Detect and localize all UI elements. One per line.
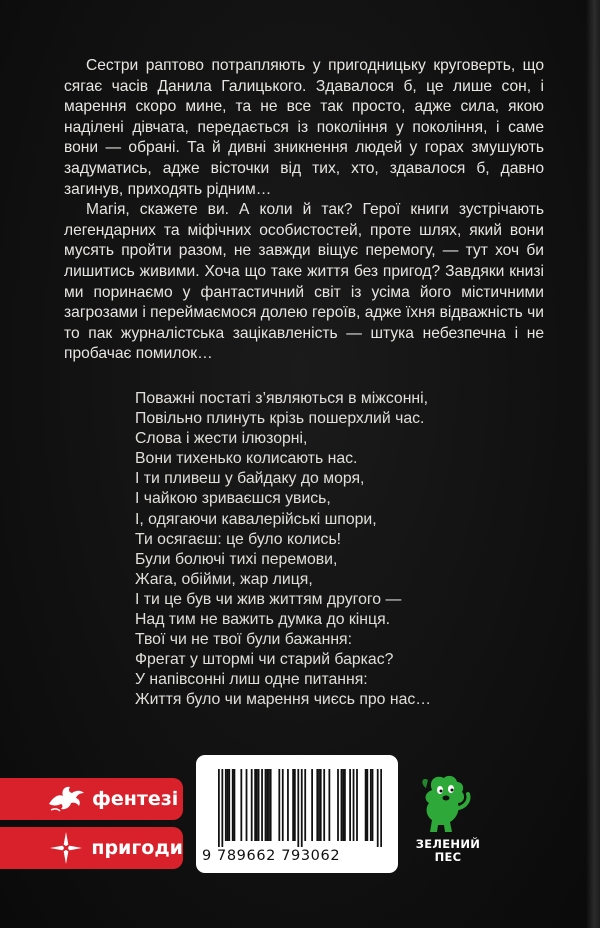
barcode-bar	[258, 769, 260, 841]
poem-line: Над тим не важить думка до кінця.	[135, 611, 391, 629]
barcode-bar	[380, 769, 382, 847]
barcode-bar	[349, 769, 351, 841]
poem-line: Ти осягаєш: це було колись!	[135, 530, 342, 548]
barcode-bar	[278, 769, 280, 841]
publisher-logo	[402, 770, 494, 890]
isbn-digits: 9 789662 793062	[202, 848, 341, 864]
publisher-name	[402, 838, 494, 864]
blurb-paragraph-1: Сестри раптово потрапляють у пригодницьку круговерть, що сягає часів Данила Галицького. Здавалося б, це лише сон, і марення скоро мине, та не все так просто, адже сила, якою наділені дівчата, передається із покоління у покоління, і саме вони — обрані. Та й дивні зникнення людей у горах змушують задуматись, адже вісточки від тих, хто, здавалося б, давно загинув, приходять рідним…	[64, 57, 544, 198]
poem-line: Вони тихенько колисають нас.	[135, 450, 358, 468]
barcode-bar	[221, 769, 223, 847]
barcode-bar	[265, 769, 267, 841]
barcode-bar	[287, 769, 289, 841]
poem-line: Твої чи не твої були бажання:	[135, 631, 352, 649]
barcode-bar	[320, 769, 322, 841]
poem-line: Фрегат у штормі чи старий баркас?	[135, 651, 394, 669]
poem-line: Жага, обійми, жар лиця,	[135, 570, 313, 588]
barcode-bar	[254, 769, 256, 841]
barcode-bar	[246, 769, 248, 841]
poem-line: І чайкою зриваєшся увись,	[135, 490, 331, 508]
barcode-bar	[316, 769, 318, 841]
barcode-bar	[337, 769, 339, 841]
poem-line: Поважні постаті з’являються в міжсонні,	[135, 390, 429, 407]
barcode-bar	[227, 769, 229, 841]
barcode-bar	[268, 769, 270, 841]
blurb-paragraph-2: Магія, скажете ви. А коли й так? Герої книги зустрічають легендарних та міфічних особистостей, проте шлях, який вони мусять пройти разом, не завжди віщує перемогу, — тут хоч би лишитись живими. Хоча що таке життя без пригод? Завдяки книзі ми поринаємо у фантастичний світ із усіма його містичними загрозами і переймаємося долею героїв, адже їхня відважність чи то пак журналістська зацікавленість — штука небезпечна і не пробачає помилок…	[64, 201, 544, 363]
barcode-bar	[282, 769, 284, 841]
poem-line: І, одягаючи кавалерійські шпори,	[135, 510, 377, 528]
poem-line: Життя було чи марення чиєсь про нас…	[135, 691, 432, 709]
barcode-bar	[301, 769, 303, 847]
poem-line: У напівсонні лиш одне питання:	[135, 671, 368, 689]
book-blurb	[64, 56, 544, 365]
barcode-bar	[365, 769, 367, 841]
barcode-bar	[256, 769, 258, 841]
genre-tag-adventure	[0, 827, 183, 869]
barcode-bar	[344, 769, 346, 841]
poem-line: І ти пливеш у байдаку до моря,	[135, 470, 365, 488]
poem	[135, 389, 575, 711]
barcode-bar	[294, 769, 296, 841]
barcode-bar	[323, 769, 325, 841]
genre-tag-fantasy	[0, 778, 183, 820]
compass-rose-icon	[40, 827, 91, 869]
barcode-bar	[342, 769, 344, 841]
barcode-bar	[341, 769, 343, 841]
genre-label-adventure: пригоди	[91, 837, 183, 859]
barcode-bar	[318, 769, 320, 841]
barcode-bar	[266, 769, 268, 841]
barcode-bar	[261, 769, 263, 841]
green-dog-icon	[402, 770, 494, 838]
barcode-bar	[370, 769, 372, 841]
barcode-bar	[356, 769, 358, 841]
barcode-bar	[292, 769, 294, 841]
barcode-bar	[218, 769, 220, 847]
barcode-bar	[372, 769, 374, 841]
barcode-bar	[251, 769, 253, 841]
barcode-bar	[297, 769, 299, 847]
poem-line: Були болючі тихі перемови,	[135, 550, 338, 568]
barcode	[218, 769, 382, 847]
barcode-bar	[240, 769, 242, 841]
barcode-bar	[311, 769, 313, 841]
poem-line: Повільно плинуть крізь пошерхлий час.	[135, 410, 425, 428]
barcode-bar	[353, 769, 355, 841]
poem-line: І ти це був чи жив життям другого —	[135, 590, 402, 608]
poem-line: Слова і жести ілюзорні,	[135, 430, 308, 448]
barcode-bar	[225, 769, 227, 841]
isbn-barcode-panel	[196, 755, 398, 873]
dragon-icon	[40, 778, 92, 820]
genre-label-fantasy: фентезі	[92, 788, 179, 810]
barcode-bar	[377, 769, 379, 847]
publisher-name-line-2: ПЕС	[434, 850, 462, 864]
barcode-bar	[234, 769, 236, 841]
barcode-bar	[328, 769, 330, 841]
barcode-bar	[304, 769, 306, 841]
barcode-bar	[270, 769, 272, 841]
barcode-bar	[366, 769, 368, 841]
barcode-bar	[228, 769, 230, 841]
barcode-bar	[232, 769, 234, 841]
publisher-name-line-1: ЗЕЛЕНИЙ	[415, 837, 481, 851]
